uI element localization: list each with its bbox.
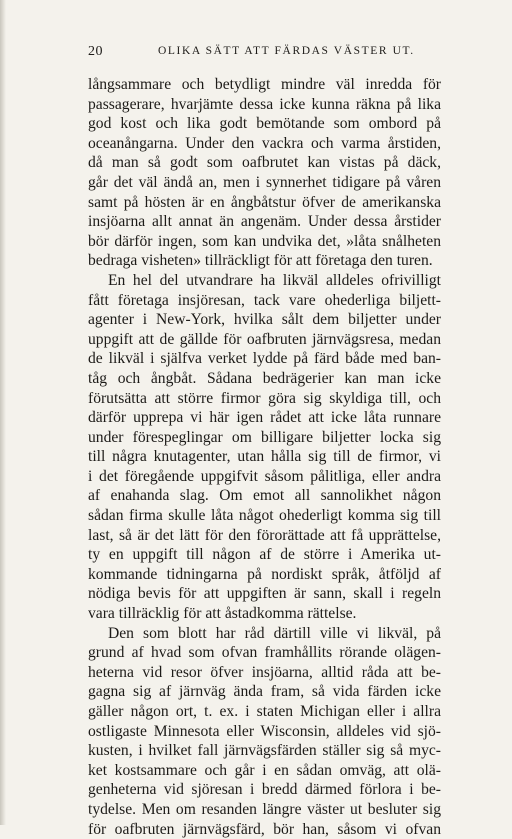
text-line: genheterna vid sjöresan i bredd därmed förlora i be- <box>88 781 441 799</box>
text-line: En hel del utvandrare ha likväl alldeles ofrivilligt <box>108 271 441 289</box>
text-line: oceanångarna. Under den vackra och varma årstiden, <box>88 134 441 152</box>
page-number: 20 <box>88 44 103 59</box>
text-line: i det föregående uppgifvit såsom pålitliga, eller andra <box>88 467 441 485</box>
text-line: då man så godt som oafbrutet kan vistas på däck, <box>88 154 441 172</box>
text-line: går det väl ändå an, men i synnerhet tidigare på våren <box>88 173 441 191</box>
text-line: sådan firma skulle låta något ohederligt komma sig till <box>88 507 441 525</box>
text-line: insjöarna allt annat än angenäm. Under dessa årstider <box>88 213 441 231</box>
text-line: bedraga visheten» tillräckligt för att företaga den turen. <box>88 252 433 270</box>
text-line: ty en uppgift till någon af de större i Amerika ut- <box>88 546 441 564</box>
scan-edge-shadow <box>0 0 6 825</box>
text-line: till några knutagenter, utan hålla sig till de firmor, vi <box>88 448 441 466</box>
text-line: under förespeglingar om billigare biljetter locka sig <box>88 428 441 446</box>
text-line: tydelse. Men om resanden längre väster ut besluter sig <box>88 800 441 818</box>
text-line: god kost och lika godt bemötande som ombord på <box>88 115 441 133</box>
text-line: uppgift att de gällde för oafbruten järnvägsresa, medan <box>88 330 441 348</box>
text-line: de likväl i själfva verket lydde på färd både med ban- <box>88 350 441 368</box>
text-line: Den som blott har råd därtill ville vi likväl, på <box>108 624 441 642</box>
running-head: OLIKA SÄTT ATT FÄRDAS VÄSTER UT. <box>158 45 415 57</box>
text-line: förutsätta att större firmor göra sig skyldiga till, och <box>88 389 441 407</box>
text-line: gagna sig af järnväg ända fram, så vida färden icke <box>88 683 441 701</box>
text-line: därför upprepa vi här igen rådet att icke låta runnare <box>88 409 441 427</box>
text-line: långsammare och betydligt mindre väl inredda för <box>88 76 441 93</box>
text-line: kommande tidningarna på nordiskt språk, åtföljd af <box>88 565 441 583</box>
text-line: gäller någon ort, t. ex. i staten Michigan eller i allra <box>88 703 441 720</box>
text-line: last, så är det lätt för den förorättade att få upprättelse, <box>88 526 441 544</box>
text-line: passagerare, hvarjämte dessa icke kunna räkna på lika <box>88 95 441 113</box>
text-line: kusten, i hvilket fall järnvägsfärden ställer sig så myc- <box>88 742 441 760</box>
text-line: nödiga bevis för att uppgiften är sann, skall i regeln <box>88 585 441 603</box>
text-line: vara tillräcklig för att åstadkomma rättelse. <box>88 605 357 623</box>
text-line: grund af hvad som ofvan framhållits rörande olägen- <box>88 644 441 662</box>
body-text <box>88 75 441 839</box>
text-line: heterna vid resor öfver insjöarna, alltid råda att be- <box>88 663 441 681</box>
page-header <box>88 44 440 64</box>
text-line: af enahanda slag. Om emot all sannolikhet någon <box>88 487 441 505</box>
text-line: tåg och ångbåt. Sådana bedrägerier kan man icke <box>88 369 441 387</box>
text-line: ostligaste Minnesota eller Wisconsin, alldeles vid sjö- <box>88 722 441 740</box>
text-line: samt på hösten är en ångbåtstur öfver de amerikanska <box>88 193 441 211</box>
text-line: fått företaga insjöresan, tack vare ohederliga biljett- <box>88 291 441 309</box>
text-line: ket kostsammare och går i en sådan omväg, att olä- <box>88 761 441 779</box>
text-line: agenter i New-York, hvilka sålt dem biljetter under <box>88 311 441 329</box>
text-line: för oafbruten järnvägsfärd, bör han, såsom vi ofvan <box>88 820 441 838</box>
text-line: bör därför ingen, som kan undvika det, »låta snålheten <box>88 232 441 250</box>
